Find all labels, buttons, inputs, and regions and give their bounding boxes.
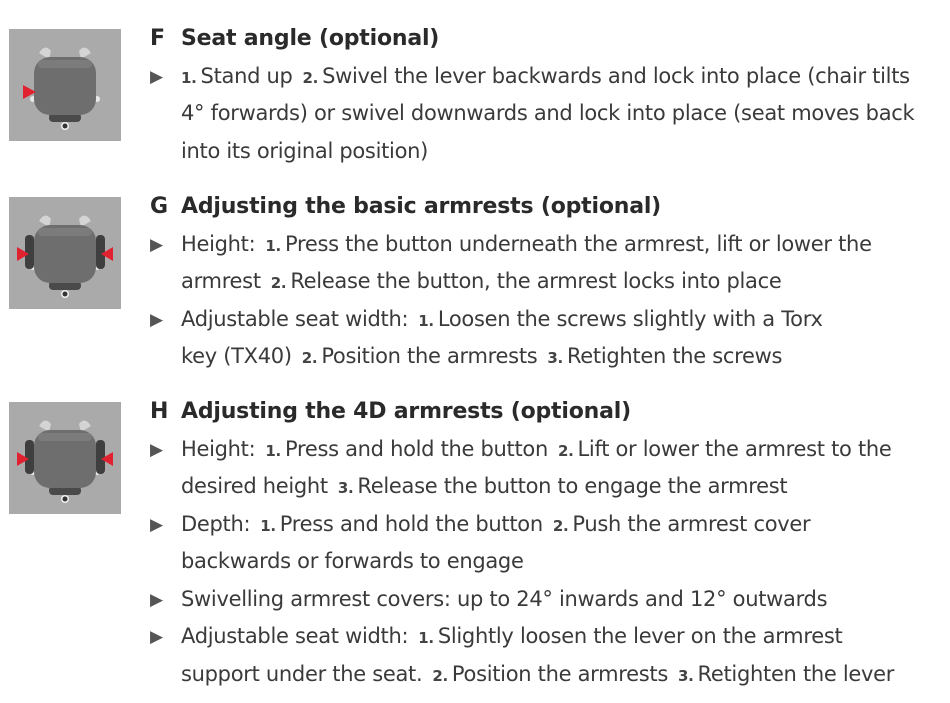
step-number: 3. [547,349,563,367]
step-number: 2. [302,68,319,87]
step-number: 1. [265,236,281,255]
instruction-line [181,476,787,497]
step-text: support under the seat. [181,661,423,686]
chair-basic-armrests-icon [9,197,121,309]
instruction-line [181,586,828,611]
bullet-arrow-icon: ▶ [150,627,164,647]
instruction-line [181,103,914,124]
step-number: 1. [418,311,434,330]
step-text: Stand up [200,63,293,88]
instruction-line [181,661,895,686]
bullet-arrow-icon: ▶ [150,514,164,535]
step-text: Retighten the screws [566,344,783,368]
step-text: 4° forwards) or swivel downwards and lock into place (seat moves back [181,101,915,125]
step-text: armrest [181,269,261,293]
instruction-line [181,511,811,536]
section-heading-g [150,194,661,219]
step-text: Position the armrests [321,344,538,368]
section-heading-h [150,399,631,424]
section-heading-f [150,26,439,51]
instruction-line [181,346,782,367]
step-text: Press and hold the button [279,511,543,536]
step-text: Press the button underneath the armrest, lift or lower the [284,231,872,256]
step-text: Position the armrests [451,661,668,686]
step-text: Press and hold the button [284,436,548,461]
instruction-line [181,63,910,88]
section-title: Seat angle (optional) [181,26,440,51]
chair-seat-angle-icon [9,29,121,141]
step-text: Release the button, the armrest locks into place [290,269,782,293]
step-text: Slightly loosen the lever on the armrest [437,624,843,648]
step-text: Lift or lower the armrest to the [577,436,892,461]
bullet-arrow-icon: ▶ [150,66,164,87]
step-number: 3. [337,479,354,497]
instruction-line [181,436,892,461]
bullet-arrow-icon: ▶ [150,234,164,255]
section-title: Adjusting the 4D armrests (optional) [181,399,631,424]
step-number: 3. [677,666,694,685]
step-text: Push the armrest cover [572,511,811,536]
step-number: 1. [181,68,197,87]
step-text: Height: [181,436,256,461]
chair-4d-armrests-icon [9,402,121,514]
step-text: Swivelling armrest covers: up to 24° inwards and 12° outwards [181,586,828,611]
instruction-line [181,231,872,256]
step-text: into its original position) [181,138,429,163]
step-number: 2. [301,349,318,367]
step-number: 1. [265,441,281,460]
step-number: 2. [270,274,287,292]
step-text: key (TX40) [181,344,292,368]
instruction-line [181,626,842,647]
step-text: Adjustable seat width: [181,306,409,331]
step-text: Depth: [181,511,251,536]
bullet-arrow-icon: ▶ [150,439,164,460]
step-number: 2. [552,516,569,535]
section-letter: G [150,194,168,219]
bullet-arrow-icon: ▶ [150,309,164,330]
step-number: 1. [260,516,276,535]
step-number: 2. [432,666,448,685]
instruction-line [181,271,781,292]
step-number: 2. [557,441,574,460]
step-text: Swivel the lever backwards and lock into place (chair tilts [322,63,910,88]
instruction-line [181,551,524,572]
instruction-line [181,138,429,163]
step-text: Height: [181,231,256,256]
step-text: desired height [181,474,328,498]
step-text: Adjustable seat width: [181,624,409,648]
section-letter: H [150,399,169,424]
section-letter: F [150,26,165,51]
step-number: 1. [418,629,434,647]
step-text: Release the button to engage the armrest [357,474,788,498]
bullet-arrow-icon: ▶ [150,589,164,610]
instruction-line [181,306,823,331]
step-text: Loosen the screws slightly with a Torx [437,306,823,331]
step-text: backwards or forwards to engage [181,549,524,573]
step-text: Retighten the lever [697,661,895,686]
section-title: Adjusting the basic armrests (optional) [181,194,662,219]
